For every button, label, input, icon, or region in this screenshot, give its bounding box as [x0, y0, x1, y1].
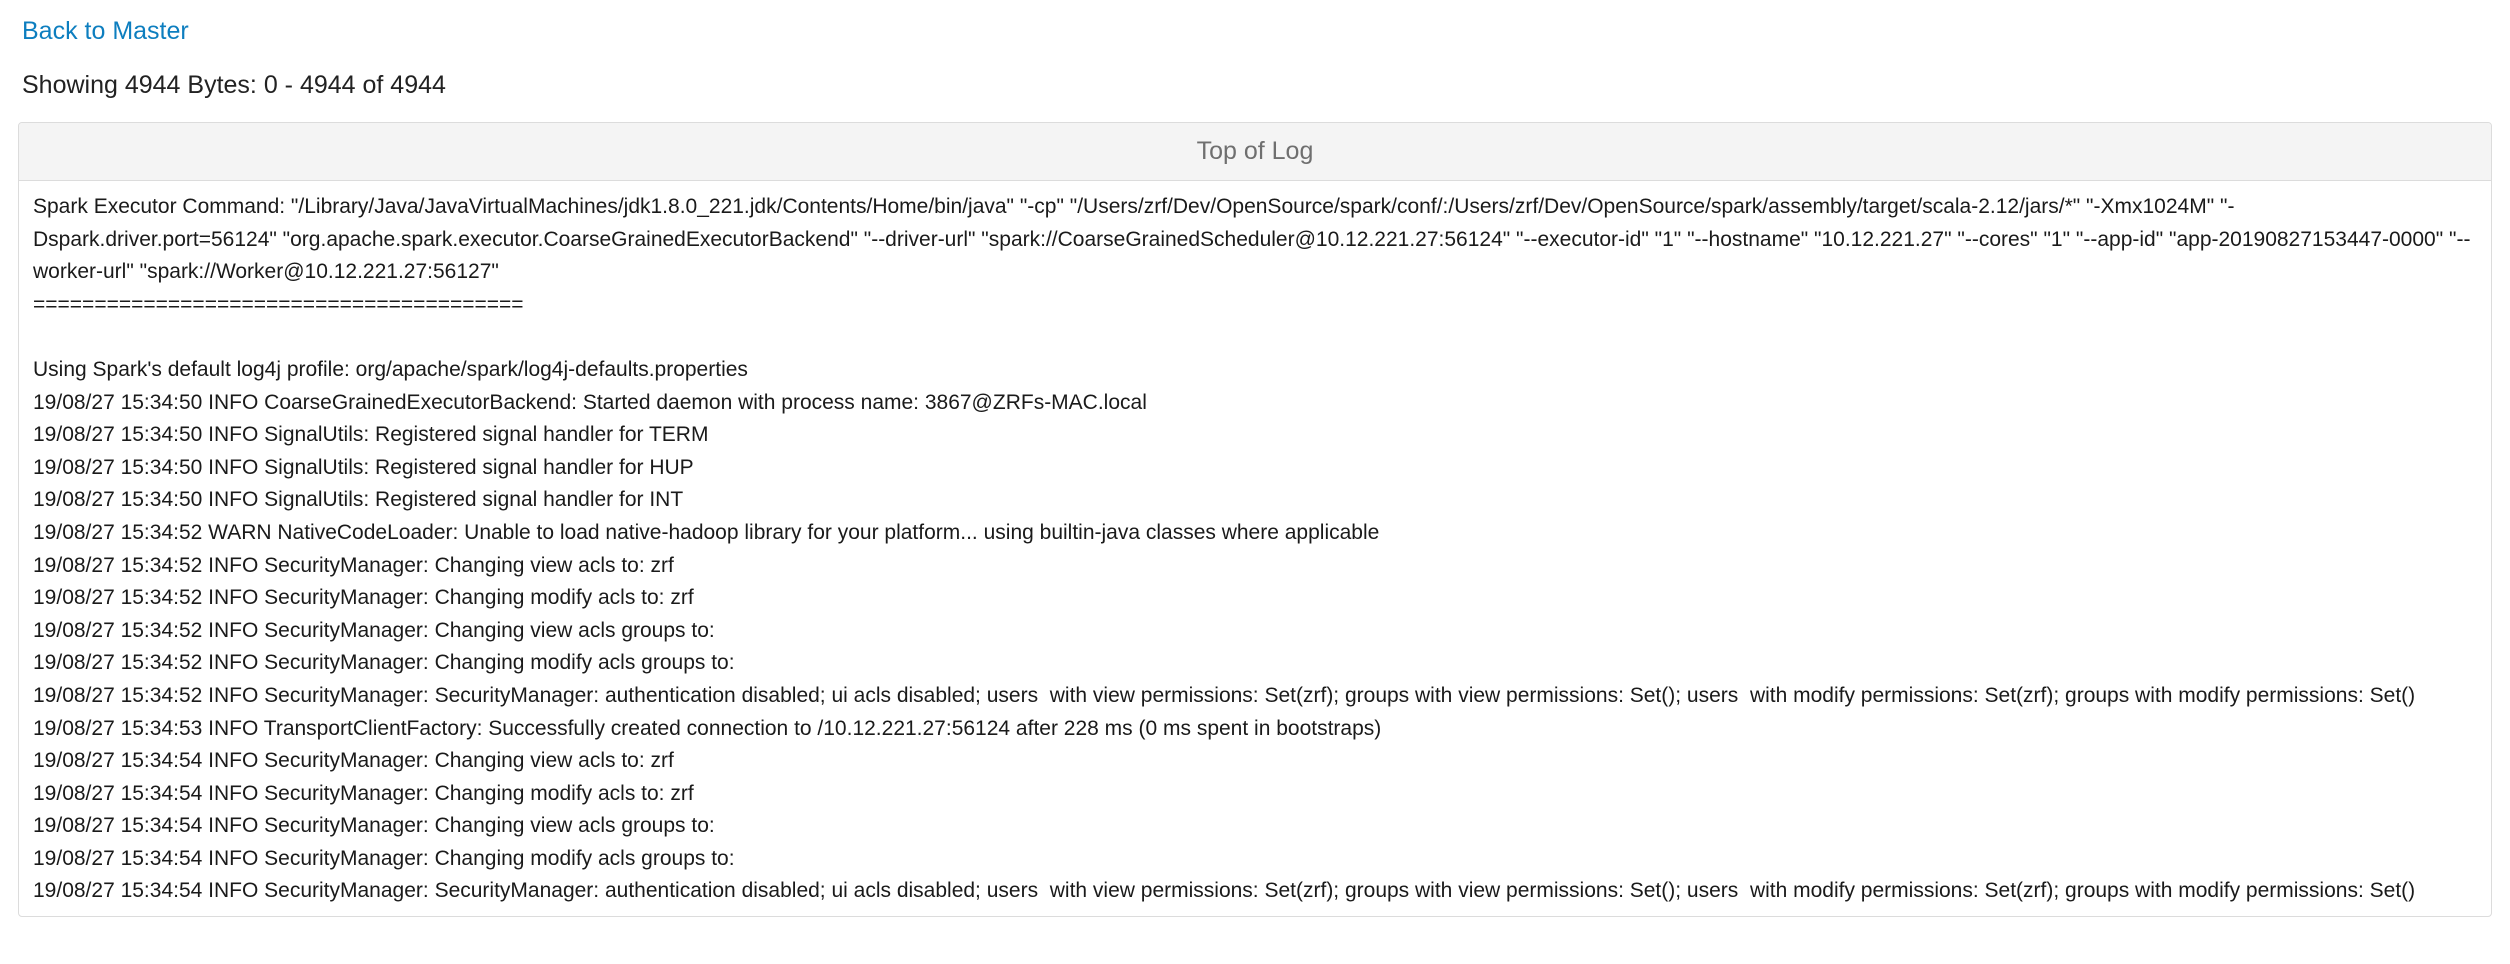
log-line: 19/08/27 15:34:54 INFO SecurityManager: Changing modify acls to: zrf [33, 781, 694, 805]
log-body[interactable] [19, 181, 2491, 916]
log-line: 19/08/27 15:34:54 INFO SecurityManager: Changing view acls groups to: [33, 814, 715, 838]
log-line: Spark Executor Command: "/Library/Java/JavaVirtualMachines/jdk1.8.0_221.jdk/Contents/Home/bin/java" "-cp" "/Users/zrf/Dev/OpenSource/spark/conf/:/Users/zrf/Dev/OpenSource/spark/assembly/target/scala-2.12/jars/*" "-Xmx1024M" "-Dspark.driver.port=56124" "org.apache.spark.executor.CoarseGrainedExecutorBackend" "--driver-url" "spark://CoarseGrainedScheduler@10.12.221.27:56124" "--executor-id" "1" "--hostname" "10.12.221.27" "--cores" "1" "--app-id" "app-20190827153447-0000" "--worker-url" "spark://Worker@10.12.221.27:56127" [33, 195, 2471, 284]
log-line: ======================================== [33, 292, 524, 316]
log-line: 19/08/27 15:34:50 INFO CoarseGrainedExecutorBackend: Started daemon with process name: 3867@ZRFs-MAC.local [33, 390, 1147, 414]
log-panel-header: Top of Log [19, 123, 2491, 181]
back-to-master-link[interactable]: Back to Master [22, 17, 189, 45]
log-panel [18, 122, 2492, 917]
log-line: 19/08/27 15:34:54 INFO SecurityManager: Changing view acls to: zrf [33, 749, 674, 773]
log-line: 19/08/27 15:34:52 INFO SecurityManager: Changing view acls to: zrf [33, 553, 674, 577]
log-line: 19/08/27 15:34:52 INFO SecurityManager: Changing view acls groups to: [33, 618, 715, 642]
log-line: 19/08/27 15:34:52 INFO SecurityManager: Changing modify acls to: zrf [33, 586, 694, 610]
log-line: 19/08/27 15:34:53 INFO TransportClientFactory: Successfully created connection to /10.12.221.27:56124 after 228 ms (0 ms spent in bootstraps) [33, 716, 1382, 740]
log-line: 19/08/27 15:34:52 INFO SecurityManager: Changing modify acls groups to: [33, 651, 735, 675]
log-line: 19/08/27 15:34:50 INFO SignalUtils: Registered signal handler for INT [33, 488, 684, 512]
log-line: 19/08/27 15:34:52 INFO SecurityManager: SecurityManager: authentication disabled; ui acls disabled; users with view permissions: Set(zrf); groups with view permissions: Set(); users with modify permissions: Set(zrf); groups with modify permissions: Set() [33, 683, 2416, 707]
log-line: 19/08/27 15:34:50 INFO SignalUtils: Registered signal handler for TERM [33, 423, 709, 447]
log-line: Using Spark's default log4j profile: org/apache/spark/log4j-defaults.properties [33, 357, 748, 381]
log-line: 19/08/27 15:34:54 INFO SecurityManager: Changing modify acls groups to: [33, 846, 735, 870]
log-line: 19/08/27 15:34:54 INFO SecurityManager: SecurityManager: authentication disabled; ui acls disabled; users with view permissions: Set(zrf); groups with view permissions: Set(); users with modify permissions: Set(zrf); groups with modify permissions: Set() [33, 879, 2416, 903]
showing-bytes-status: Showing 4944 Bytes: 0 - 4944 of 4944 [22, 71, 446, 99]
log-line: 19/08/27 15:34:52 WARN NativeCodeLoader: Unable to load native-hadoop library for your platform... using builtin-java classes where applicable [33, 520, 1380, 544]
log-line [33, 321, 2477, 354]
log-line: 19/08/27 15:34:50 INFO SignalUtils: Registered signal handler for HUP [33, 455, 694, 479]
